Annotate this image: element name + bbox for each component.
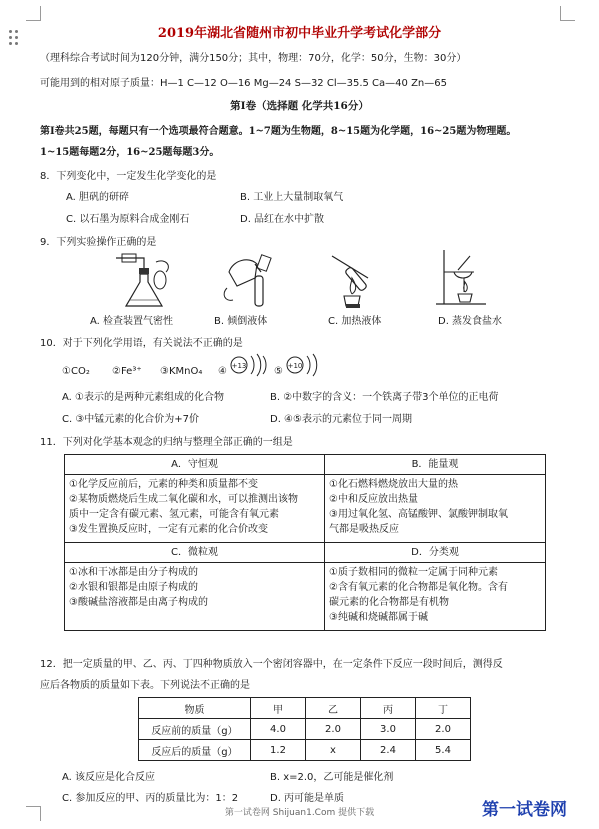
question-8-stem: 8．下列变化中，一定发生化学变化的是	[40, 171, 217, 182]
page-footer: 第一试卷网 Shijuan1.Com 提供下载	[224, 808, 375, 818]
q9-option-c: C. 加热液体	[328, 316, 382, 327]
q9-option-b: B. 倾倒液体	[214, 316, 268, 327]
table-header: 乙	[306, 698, 361, 719]
section-instruction: 1~15题每题2分，16~25题每题3分。	[40, 147, 220, 158]
q9-option-a: A. 检查装置气密性	[90, 316, 174, 327]
question-11-stem: 11．下列对化学基本观念的归纳与整理全部正确的一组是	[40, 437, 293, 448]
q11-d-content: ①质子数相同的微粒一定属于同种元素 ②含有氧元素的化合物都是氧化物。含有 碳元素的化合物都是有机物 ③纯碱和烧碱都属于碱	[325, 563, 546, 631]
q12-option-c: C. 参加反应的甲、丙的质量比为：1：2	[62, 793, 239, 804]
q11-concept-table	[64, 454, 546, 631]
table-row: 反应前的质量（g） 4.0 2.0 3.0 2.0	[139, 719, 471, 740]
q10-option-d: D. ④⑤表示的元素位于同一周期	[270, 414, 412, 425]
q10-symbol-3: ③KMnO₄	[160, 366, 203, 377]
q10-option-a: A. ①表示的是两种元素组成的化合物	[62, 392, 224, 403]
q8-option-c: C. 以石墨为原料合成金刚石	[66, 214, 190, 225]
q12-option-b: B. x=2.0，乙可能是催化剂	[270, 772, 394, 783]
q9-option-d: D. 蒸发食盐水	[438, 316, 503, 327]
question-12-stem: 12．把一定质量的甲、乙、丙、丁四种物质放入一个密闭容器中，在一定条件下反应一段时间后，测得反	[40, 659, 503, 670]
airtight-check-figure	[110, 250, 174, 312]
q10-symbol-4: ④	[218, 366, 227, 377]
q11-b-content: ①化石燃料燃烧放出大量的热 ②中和反应放出热量 ③用过氧化氢、高锰酸钾、氯酸钾制取氧 气都是吸热反应	[325, 475, 546, 543]
margin-corner-mark	[560, 6, 575, 21]
q8-option-d: D. 品红在水中扩散	[240, 214, 325, 225]
pouring-liquid-figure	[215, 248, 279, 310]
question-10-stem: 10．对于下列化学用语，有关说法不正确的是	[40, 338, 243, 349]
table-header: 丁	[416, 698, 471, 719]
q10-symbol-2: ②Fe³⁺	[112, 366, 142, 377]
question-9-stem: 9．下列实验操作正确的是	[40, 237, 157, 248]
document-title: 2019年湖北省随州市初中毕业升学考试化学部分	[157, 26, 442, 41]
svg-text:+10: +10	[287, 362, 303, 370]
q10-option-c: C. ③中锰元素的化合价为+7价	[62, 414, 200, 425]
section-heading: 第Ⅰ卷（选择题 化学共16分）	[230, 100, 369, 112]
evaporating-salt-water-figure	[430, 246, 494, 308]
q10-option-b: B. ②中数字的含义：一个铁离子带3个单位的正电荷	[270, 392, 499, 403]
q12-option-a: A. 该反应是化合反应	[62, 772, 156, 783]
q12-option-d: D. 丙可能是单质	[270, 793, 345, 804]
atom-structure-diagram-5	[285, 352, 321, 378]
q11-c-content: ①冰和干冰都是由分子构成的 ②水银和银都是由原子构成的 ③酸碱盐溶液都是由离子构成的	[65, 563, 325, 631]
heating-liquid-figure	[322, 248, 386, 310]
q12-mass-table	[138, 697, 471, 761]
q11-a-content: ①化学反应前后，元素的种类和质量都不变 ②某物质燃烧后生成二氧化碳和水，可以推测出该物 质中一定含有碳元素、氢元素，可能含有氧元素 ③发生置换反应时，一定有元素的化合价改变	[65, 475, 325, 543]
q11-a-heading: A．守恒观	[65, 455, 325, 475]
margin-corner-mark	[26, 6, 41, 21]
table-header: 丙	[361, 698, 416, 719]
section-instruction: 第Ⅰ卷共25题，每题只有一个选项最符合题意。1~7题为生物题，8~15题为化学题，16~25题为物理题。	[40, 126, 517, 137]
q10-symbol-1: ①CO₂	[62, 366, 90, 377]
q11-c-heading: C．微粒观	[65, 543, 325, 563]
q10-symbol-5: ⑤	[274, 366, 283, 377]
table-header: 甲	[251, 698, 306, 719]
question-12-stem-cont: 应后各物质的质量如下表。下列说法不正确的是	[40, 680, 250, 691]
table-header: 物质	[139, 698, 251, 719]
site-watermark-logo[interactable]: 第一试卷网	[482, 800, 567, 820]
table-row: 反应后的质量（g） 1.2 x 2.4 5.4	[139, 740, 471, 761]
svg-text:+13: +13	[231, 362, 247, 370]
atomic-mass-note: 可能用到的相对原子质量：H—1 C—12 O—16 Mg—24 S—32 Cl—35.5 Ca—40 Zn—65	[40, 78, 447, 89]
q8-option-a: A. 胆矾的研碎	[66, 192, 130, 203]
exam-time-note: （理科综合考试时间为120分钟，满分150分；其中，物理：70分，化学：50分，生物：30分）	[40, 53, 467, 64]
q11-d-heading: D．分类观	[325, 543, 546, 563]
q8-option-b: B. 工业上大量制取氧气	[240, 192, 344, 203]
atom-structure-diagram-4	[229, 352, 271, 378]
q11-b-heading: B．能量观	[325, 455, 546, 475]
